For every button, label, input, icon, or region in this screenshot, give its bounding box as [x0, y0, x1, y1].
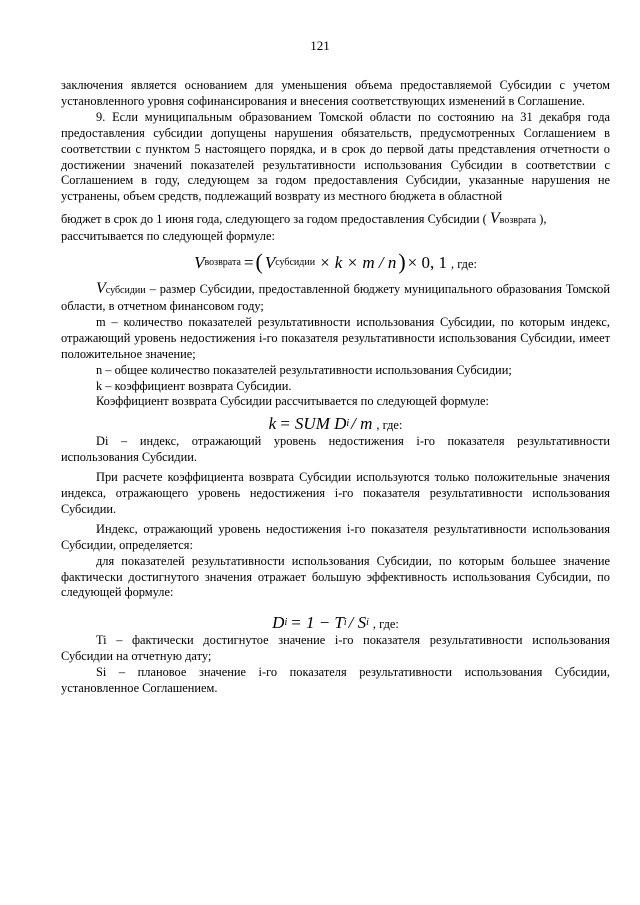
paragraph: Si – плановое значение i-го показателя результативности использования Субсидии, установленное Соглашением. [61, 665, 610, 696]
paragraph: m – количество показателей результативности использования Субсидии, по которым индекс, отражающий уровень недостижения i-го показателя результативности использования Субсидии, имеет положительное значение; [61, 314, 610, 361]
formula-return-amount: V возврата = ( V субсидии × k × m / n ) × 0, 1 , где: [194, 249, 477, 275]
paragraph: Коэффициент возврата Субсидии рассчитывается по следующей формуле: [96, 394, 490, 409]
paragraph: n – общее количество показателей результативности использования Субсидии; [96, 362, 512, 377]
paragraph: бюджет в срок до 1 июня года, следующего за годом предоставления Субсидии ( Vвозврата ), [61, 210, 547, 228]
formula-coefficient: k = SUM D i / m , где: [268, 414, 403, 434]
paragraph: Индекс, отражающий уровень недостижения i-го показателя результативности использования Субсидии, определяется: [61, 521, 610, 552]
document-body [61, 78, 610, 697]
paragraph: для показателей результативности использования Субсидии, по которым большее значение фактически достигнутого значения отражает большую эффективность использования Субсидии, по следующей формуле: [61, 553, 610, 600]
paragraph: рассчитывается по следующей формуле: [61, 229, 275, 244]
paragraph: 9. Если муниципальным образованием Томской области по состоянию на 31 декабря года предоставления субсидии допущены нарушения обязательств, предусмотренных Соглашением в соответствии с пунктом 5 настоящего порядка, и в срок до первой даты представления отчетности о достижении значений показателей результативности использования Субсидии в соответствии с Соглашением в году, следующем за годом предоставления Субсидии, указанные нарушения не устранены, объем средств, подлежащий возврату из местного бюджета в областной [61, 109, 610, 204]
paragraph: заключения является основанием для уменьшения объема предоставляемой Субсидии с учетом установленного уровня софинансирования и внесения соответствующих изменений в Соглашение. [61, 78, 610, 108]
formula-symbol: Vвозврата [489, 210, 537, 228]
page-number: 121 [310, 38, 330, 53]
formula-index: D i = 1 − T i / S i , где: [272, 613, 399, 633]
formula-symbol: Vсубсидии [96, 280, 146, 298]
paragraph: k – коэффициент возврата Субсидии. [96, 378, 292, 393]
paragraph: Ti – фактически достигнутое значение i-го показателя результативности использования Субсидии на отчетную дату; [61, 633, 610, 664]
paragraph: При расчете коэффициента возврата Субсидии используются только положительные значения индекса, отражающего уровень недостижения i-го показателя результативности использования Субсидии. [61, 470, 610, 516]
paragraph: Vсубсидии – размер Субсидии, предоставленной бюджету муниципального образования Томской области, в отчетном финансовом году; [61, 280, 610, 313]
paragraph: Di – индекс, отражающий уровень недостижения i-го показателя результативности использования Субсидии. [61, 434, 610, 465]
